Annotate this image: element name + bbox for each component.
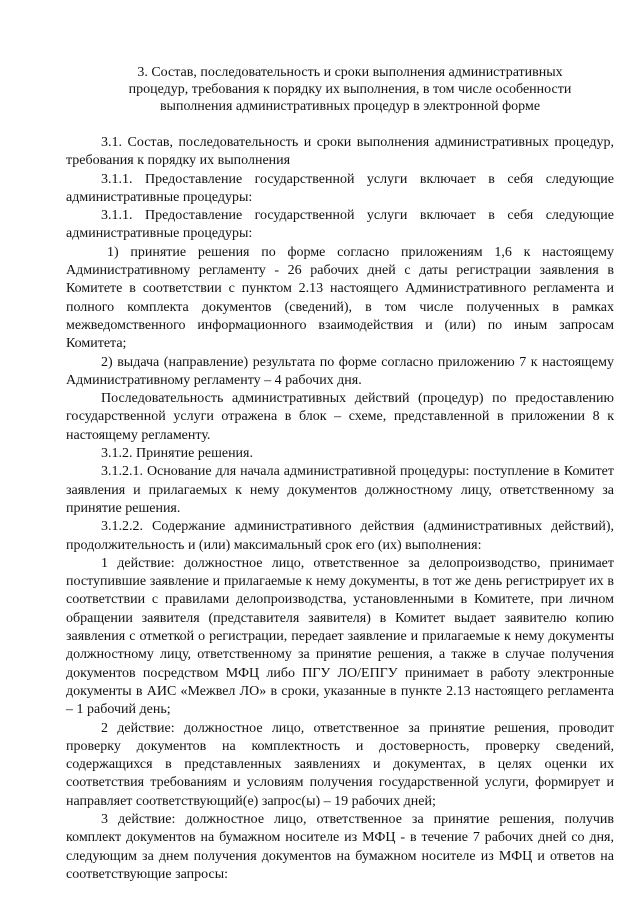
paragraph-3-1-1: 3.1.1. Предоставление государственной услуги включает в себя следующие административные процедуры: [66,171,614,205]
paragraph-action-3: 3 действие: должностное лицо, ответственное за принятие решения, получив комплект документов на бумажном носителе из МФЦ - в течение 7 рабочих дней со дня, следующим за днем получения документов на бумажном носителе из МФЦ и ответов на соответствующие запросы: [66,811,614,882]
paragraph-item-1: 1) принятие решения по форме согласно приложениям 1,6 к настоящему Административному регламенту - 26 рабочих дней с даты регистрации заявления в Комитете в соответствии с пунктом 2.13 настоящего Административного регламента и полного комплекта документов (сведений), в том числе полученных в рамках межведомственного информационного взаимодействия и (или) по иным запросам Комитета; [66,244,614,352]
section-heading [66,64,614,115]
paragraph-3-1: 3.1. Состав, последовательность и сроки выполнения административных процедур, требования к порядку их выполнения [66,135,614,169]
paragraph-3-1-1-repeat: 3.1.1. Предоставление государственной услуги включает в себя следующие административные процедуры: [66,208,614,242]
paragraph-sequence: Последовательность административных действий (процедур) по предоставлению государственной услуги отражена в блок – схеме, представленной в приложении 8 к настоящему регламенту. [66,391,614,443]
heading-line-1: 3. Состав, последовательность и сроки выполнения административных [137,65,563,80]
paragraph-action-1: 1 действие: должностное лицо, ответственное за делопроизводство, принимает поступившие заявление и прилагаемые к нему документы, в тот же день регистрирует их в соответствии с правилами делопроизводства, установленными в Комитете, при личном обращении заявителя (представителя заявителя) в Комитет выдает заявителю копию заявления с отметкой о регистрации, передает заявление и прилагаемые к нему документы должностному лицу, ответственному за принятие решения, а также в случае получения документов посредством МФЦ либо ПГУ ЛО/ЕПГУ принимает в работу электронные документы в АИС «Межвел ЛО» в сроки, указанные в пункте 2.13 настоящего регламента – 1 рабочий день; [66,555,614,718]
heading-line-3: выполнения административных процедур в электронной форме [159,99,541,114]
paragraph-3-1-2-1: 3.1.2.1. Основание для начала административной процедуры: поступление в Комитет заявления и прилагаемых к нему документов должностному лицу, ответственному за принятие решения. [66,464,614,516]
paragraph-3-1-2: 3.1.2. Принятие решения. [101,446,253,462]
heading-line-2: процедур, требования к порядку их выполнения, в том числе особенности [128,82,572,97]
paragraph-3-1-2-2: 3.1.2.2. Содержание административного действия (административных действий), продолжительность и (или) максимальный срок его (их) выполнения: [66,519,614,553]
paragraph-item-2: 2) выдача (направление) результата по форме согласно приложению 7 к настоящему Административному регламенту – 4 рабочих дня. [66,354,614,388]
paragraph-action-2: 2 действие: должностное лицо, ответственное за принятие решения, проводит проверку документов на комплектность и достоверность, проверку сведений, содержащихся в представленных заявлениях и документах, в целях оценки их соответствия требованиям и условиям получения государственной услуги, формирует и направляет соответствующий(е) запрос(ы) – 19 рабочих дней; [66,720,614,809]
